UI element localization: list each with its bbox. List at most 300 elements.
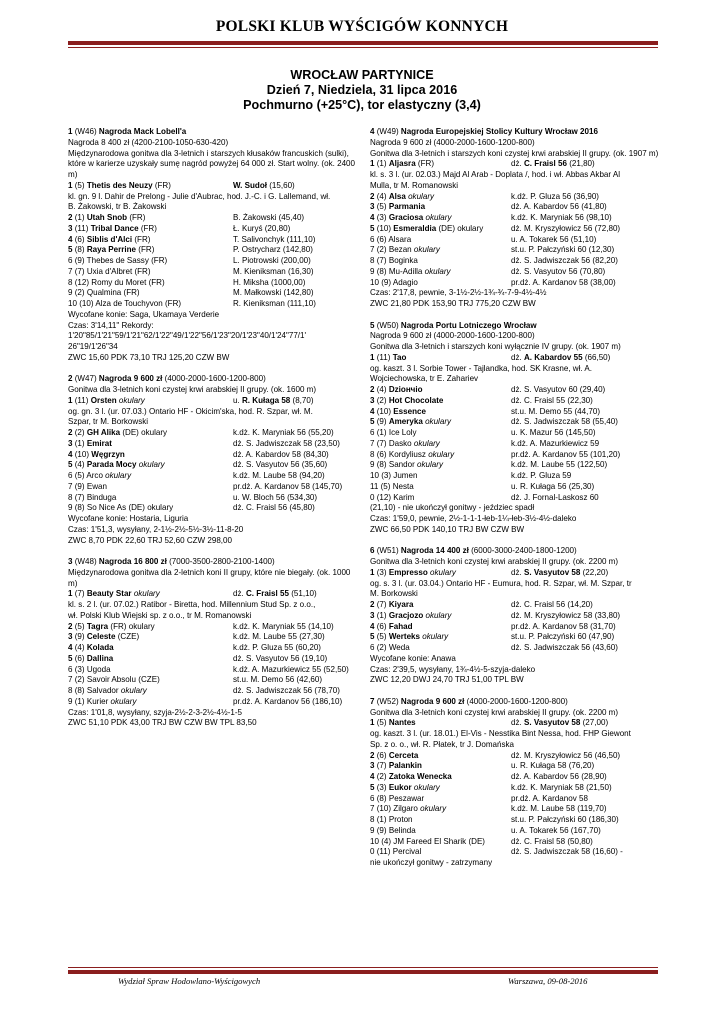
placing-row (370, 482, 660, 493)
placing-horse-cell (68, 643, 233, 654)
placing-position: 6 (68, 664, 73, 674)
winner-odds: (51,10) (291, 589, 317, 599)
placing-row (68, 267, 358, 278)
placing-position: 4 (68, 234, 73, 244)
placing-jockey: dż. A. Kabardov 58 (84,30) (233, 449, 329, 459)
placing-horse-cell (370, 632, 511, 643)
winner-horse-cell (370, 353, 511, 364)
winner-jockey-cell (511, 718, 660, 729)
race-block (370, 546, 660, 686)
race-prize-split: (4000-2000-1600-1200-800) (164, 374, 266, 384)
winner-extra: (FR) (154, 180, 171, 190)
placing-horse: Ice Loly (388, 428, 417, 437)
placing-row (370, 600, 660, 611)
placing-horse: Parmania (388, 202, 426, 212)
placing-position: 5 (68, 245, 73, 255)
winner-jockey: S. Vasyutov 58 (524, 718, 581, 728)
placing-jockey: dż. M. Kryszyłowicz 58 (33,80) (511, 610, 621, 620)
placing-draw: (3) (376, 213, 387, 222)
placing-jockey: k.dż. P. Gluza 56 (36,90) (511, 191, 599, 201)
winner-position: 1 (68, 180, 73, 190)
placing-draw: (3) (376, 782, 387, 792)
placing-horse-cell (370, 267, 511, 278)
race-result-note: 1'20"85/1'21"59/1'21"62/1'22"49/1'22"56/1'23"20/1'23"40/1'24"77/1' (68, 331, 307, 341)
placing-jockey: dż. S. Vasyutov 56 (19,10) (233, 653, 328, 663)
winner-jockey-title: dż. (511, 718, 522, 728)
placing-horse: Kolada (86, 643, 114, 652)
winner-odds: (21,80) (569, 159, 595, 169)
placing-row (68, 224, 358, 235)
placing-jockey: u. W. Bloch 56 (534,30) (233, 492, 318, 502)
race-conditions: Nagroda 9 600 zł (4000-2000-1600-1200-800) (370, 331, 535, 341)
placing-row (370, 837, 660, 848)
placing-draw: (2) (376, 395, 387, 405)
placing-horse-cell (370, 202, 511, 213)
placing-row (370, 256, 660, 267)
winner-breeding: og. gn. 3 l. (ur. 07.03.) Ontario HF - Okicim'ska, hod. R. Szpar, wł. M. (68, 406, 313, 416)
placing-draw: (7) (74, 492, 85, 502)
placing-jockey: pr.dż. A. Kardanov 58 (31,70) (511, 621, 616, 631)
race-code: (W47) (74, 374, 97, 384)
placing-draw: (9) (376, 417, 387, 427)
placing-horse-cell (68, 697, 233, 708)
placing-draw: (1) (376, 428, 387, 437)
placing-horse: Graciosa (388, 213, 424, 222)
placing-horse-cell (370, 804, 511, 815)
placing-extra: (FR) (134, 234, 151, 244)
placing-draw: (4) (74, 460, 85, 470)
placing-draw: (6) (74, 234, 85, 244)
placing-horse: Bezan (388, 245, 412, 255)
placing-horse-cell (68, 675, 233, 686)
placing-position: 8 (68, 686, 73, 695)
placing-draw: (10) (376, 223, 392, 233)
race-block (68, 374, 358, 546)
winner-breeding: Mulla, tr M. Romanowski (370, 180, 459, 190)
placing-horse-cell (370, 611, 511, 622)
placing-draw: (10) (74, 449, 90, 459)
race-code: (W51) (376, 546, 399, 556)
winner-draw: (5) (376, 718, 387, 728)
placing-horse: Emirat (86, 438, 112, 448)
placing-horse-cell (68, 245, 233, 256)
winner-draw: (5) (74, 180, 85, 190)
placing-row (68, 675, 358, 686)
placing-position: 4 (68, 449, 73, 459)
winner-jockey-cell (233, 589, 358, 600)
placing-horse: Essence (393, 406, 426, 416)
placing-horse-cell (370, 493, 511, 504)
race-result-note: ZWC 15,60 PDK 73,10 TRJ 125,20 CZW BW (68, 352, 230, 362)
placing-jockey: R. Kieniksman (111,10) (233, 299, 316, 308)
placing-jockey: M. Małkowski (142,80) (233, 288, 314, 298)
placing-draw: (2) (376, 772, 387, 781)
placing-position: 5 (370, 782, 375, 792)
winner-row (68, 181, 358, 192)
placing-draw: (1) (74, 438, 85, 448)
placing-horse-cell (370, 256, 511, 267)
placing-jockey: k.dż. A. Mazurkiewicz 59 (511, 438, 600, 448)
placing-horse-cell (370, 278, 511, 289)
placing-row (370, 751, 660, 762)
placing-row (370, 428, 660, 439)
placing-draw: (8) (376, 460, 387, 470)
placing-draw: (2) (74, 428, 85, 437)
placing-jockey: B. Żakowski (45,40) (233, 213, 305, 222)
placing-horse: Weda (388, 643, 410, 652)
race-conditions: Międzynarodowa gonitwa dla 3-letnich i starszych kłusaków francuskich (sulki), które w karierze uzyskały sumę nagród powyżej 64 000 zł. Start wolny. (ok. 2400 m) (68, 148, 355, 179)
placing-draw: (1) (376, 610, 387, 620)
placing-row (370, 815, 660, 826)
race-name: Nagroda 9 600 zł (400, 696, 465, 706)
left-column (68, 127, 358, 740)
placing-position: 7 (68, 675, 73, 685)
winner-jockey: S. Vasyutov 58 (524, 567, 581, 577)
placing-draw: (6) (376, 621, 387, 631)
placing-draw: (10) (376, 406, 392, 416)
race-result-note: Wycofane konie: Hostaria, Liguria (68, 514, 189, 523)
placing-draw: (6) (376, 449, 387, 459)
placing-jockey: u. R. Kułaga 58 (76,20) (511, 761, 595, 771)
placing-row (370, 245, 660, 256)
race-number: 7 (370, 696, 375, 706)
winner-breeding: Wojciechowska, tr E. Zahariev (370, 374, 479, 384)
winner-breeding: B. Żakowski, tr B. Żakowski (68, 202, 167, 212)
winner-horse-cell (68, 396, 233, 407)
placing-extra: okulary (424, 266, 451, 276)
placing-horse-cell (370, 385, 511, 396)
placing-position: 3 (370, 761, 375, 771)
placing-row (370, 385, 660, 396)
placing-draw: (9) (74, 481, 85, 491)
winner-row (370, 718, 660, 729)
placing-horse-cell (370, 235, 511, 246)
placing-horse: Siblis d'Alci (86, 234, 133, 244)
placing-horse: Zatoka Wenecka (388, 772, 452, 781)
placing-jockey: dż. S. Jadwiszczak 58 (55,40) (511, 417, 618, 427)
placing-draw: (9) (74, 632, 85, 642)
placing-horse: Parada Mocy (86, 460, 137, 470)
race-result-note: nie ukończył gonitwy - zatrzymany (370, 858, 493, 867)
placing-position: 10 (370, 471, 379, 480)
winner-draw: (11) (74, 395, 89, 405)
placing-draw: (7) (376, 256, 387, 265)
placing-position: 6 (370, 428, 375, 437)
placing-draw: (6) (376, 750, 387, 760)
winner-breeding: wł. Polski Klub Wiejski sp. z o.o., tr M. Romanowski (68, 610, 252, 620)
placing-position: 6 (370, 643, 375, 652)
placing-extra: (CZE) (117, 632, 140, 642)
placing-draw: (7) (74, 266, 85, 276)
placing-horse-cell (370, 837, 511, 848)
placing-row (370, 278, 660, 289)
race-conditions: Gonitwa dla 3-letnich i starszych koni wyłącznie IV grupy. (ok. 1907 m) (370, 342, 621, 351)
placing-position: 8 (370, 449, 375, 459)
race-code: (W46) (74, 127, 97, 136)
placing-horse-cell (68, 632, 233, 643)
placing-horse-cell (370, 772, 511, 783)
placing-jockey: k.dż. M. Laube 58 (94,20) (233, 471, 325, 480)
winner-breeding: og. kaszt. 3 l. (ur. 18.01.) El-Vis - Nesstika Bint Nessa, hod. FHP Giewont (370, 729, 631, 738)
placing-jockey: dż. S. Jadwiszczak 56 (82,20) (511, 256, 618, 265)
winner-extra: okulary (133, 589, 160, 599)
placing-horse: Qualmina (86, 288, 122, 298)
placing-extra: (FR) (129, 213, 146, 222)
placing-horse-cell (68, 267, 233, 278)
placing-row (370, 622, 660, 633)
placing-position: 6 (370, 234, 375, 244)
placing-horse: Dasko (388, 438, 412, 448)
winner-horse-cell (68, 589, 233, 600)
placing-horse: Ewan (86, 481, 107, 491)
placing-horse: Eukor (388, 782, 412, 792)
placing-jockey: dż. S. Jadwiszczak 58 (16,60) - (511, 847, 623, 857)
placing-row (370, 224, 660, 235)
placing-jockey: dż. S. Vasyutov 56 (70,80) (511, 266, 606, 276)
placing-row (370, 213, 660, 224)
race-title-line (68, 374, 358, 385)
placing-horse: Nesta (392, 481, 414, 491)
winner-horse: Nantes (388, 718, 416, 728)
placing-horse-cell (370, 439, 511, 450)
winner-odds: (8,70) (292, 395, 314, 405)
placing-horse: Tagra (86, 621, 109, 631)
placing-draw: (8) (74, 686, 85, 695)
race-result-note: Wycofane konie: Anawa (370, 653, 456, 663)
placing-position: 9 (68, 288, 73, 298)
placing-draw: (6) (74, 653, 85, 663)
placing-horse: Cerceta (388, 750, 419, 760)
placing-jockey: dż. S. Vasyutov 60 (29,40) (511, 385, 606, 394)
winner-row (370, 159, 660, 170)
placing-extra: okulary (422, 632, 449, 642)
race-title-line (370, 697, 660, 708)
winner-position: 1 (370, 567, 375, 577)
race-conditions: Międzynarodowa gonitwa dla 2-letnich koni II grupy, które nie biegały. (ok. 1000 m) (68, 567, 351, 588)
placing-row (68, 278, 358, 289)
placing-row (370, 450, 660, 461)
race-number: 4 (370, 127, 375, 136)
placing-position: 9 (370, 460, 375, 470)
placing-horse-cell (68, 288, 233, 299)
placing-extra: (FR) (148, 277, 165, 287)
placing-horse: Binduga (86, 492, 117, 502)
placing-row (370, 460, 660, 471)
placing-horse-cell (68, 460, 233, 471)
meeting-conditions: Pochmurno (+25°C), tor elastyczny (3,4) (243, 98, 481, 112)
placing-position: 2 (68, 213, 73, 222)
placing-draw: (5) (380, 481, 391, 491)
placing-position: 0 (370, 847, 375, 857)
placing-horse-cell (370, 417, 511, 428)
placing-row (370, 826, 660, 837)
race-conditions: Nagroda 8 400 zł (4200-2100-1050-630-420) (68, 137, 229, 147)
winner-odds: (22,20) (582, 567, 609, 577)
placing-horse-cell (68, 213, 233, 224)
placing-horse: Esmeraldia (393, 223, 437, 233)
placing-row (68, 482, 358, 493)
placing-jockey: dż. S. Jadwiszczak 56 (43,60) (511, 643, 618, 652)
race-name: Nagroda 16 800 zł (98, 557, 167, 566)
winner-breeding: Szpar, tr M. Borkowski (68, 417, 149, 427)
placing-horse-cell (370, 471, 511, 482)
race-conditions: Nagroda 9 600 zł (4000-2000-1600-1200-800) (370, 137, 535, 147)
placing-horse: Fahad (388, 621, 413, 631)
placing-jockey: pr.dż. A. Kardanov 58 (145,70) (233, 481, 343, 491)
placing-draw: (2) (376, 245, 387, 255)
placing-draw: (11) (376, 847, 391, 857)
placing-row (68, 686, 358, 697)
winner-position: 1 (370, 718, 375, 728)
placing-horse-cell (370, 794, 511, 805)
placing-jockey: dż. M. Kryszyłowicz 56 (72,80) (511, 223, 621, 233)
placing-horse-cell (68, 654, 233, 665)
winner-jockey-cell (233, 396, 358, 407)
placing-row (370, 611, 660, 622)
winner-breeding: kl. s. 3 l. (ur. 02.03.) Majd Al Arab - Doplata /, hod. i wł. Abbas Akbar Al (370, 170, 621, 179)
placing-horse-cell (68, 503, 233, 514)
placing-horse: Tribal Dance (90, 223, 139, 233)
race-block (68, 127, 358, 364)
placing-horse: Alza de Touchyvon (95, 299, 163, 308)
placing-draw: (8) (74, 503, 85, 513)
placing-draw: (3) (381, 471, 392, 480)
placing-draw: (4) (376, 385, 387, 394)
placing-extra: okulary (417, 460, 443, 470)
winner-row (370, 353, 660, 364)
placing-jockey: dż. C. Fraisl 58 (50,80) (511, 836, 593, 846)
placing-jockey: st.u. M. Demo 56 (42,60) (233, 675, 322, 685)
placing-jockey: pr.dż. A. Kardanov 55 (101,20) (511, 449, 621, 459)
placing-position: 2 (370, 600, 375, 609)
placing-jockey: M. Kieniksman (16,30) (233, 266, 314, 276)
winner-jockey-title: dż. (511, 159, 522, 169)
placing-horse: Salvador (86, 686, 119, 695)
placing-extra: (FR) (164, 299, 182, 308)
placing-draw: (2) (376, 643, 387, 652)
placing-position: 7 (370, 804, 375, 814)
placing-horse: Gracjozo (388, 610, 424, 620)
placing-horse-cell (370, 460, 511, 471)
race-result-note: Wycofane konie: Saga, Ukamaya Verderie (68, 309, 220, 319)
placing-jockey: Ł. Kuryś (20,80) (233, 223, 291, 233)
page-header-title: POLSKI KLUB WYŚCIGÓW KONNYCH (215, 18, 509, 35)
placing-row (370, 632, 660, 643)
placing-position: 11 (370, 481, 379, 491)
placing-horse: Percival (392, 847, 422, 857)
placing-extra: (DE) okulary (438, 223, 484, 233)
race-code: (W50) (376, 320, 399, 330)
placing-row (370, 804, 660, 815)
winner-jockey-cell (511, 159, 660, 170)
winner-horse: Aljasra (388, 159, 416, 169)
placing-jockey: st.u. P. Pałczyński 60 (47,90) (511, 632, 615, 642)
placing-row (370, 493, 660, 504)
placing-horse-cell (68, 299, 233, 310)
placing-horse-cell (370, 396, 511, 407)
winner-breeding: kl. gn. 9 l. Dahir de Prelong - Julie d'Aubrac, hod. J.-C. i G. Lallemand, wł. (68, 191, 331, 201)
winner-extra: (FR) (417, 159, 435, 169)
placing-jockey: dż. S. Jadwiszczak 58 (23,50) (233, 438, 340, 448)
placing-horse-cell (68, 686, 233, 697)
placing-horse-cell (370, 450, 511, 461)
placing-extra: okulary (408, 191, 435, 201)
placing-extra: okulary (138, 460, 165, 470)
placing-jockey: st.u. M. Demo 55 (44,70) (511, 406, 600, 416)
placing-row (68, 493, 358, 504)
placing-draw: (9) (74, 256, 85, 265)
winner-draw: (1) (376, 159, 387, 169)
meeting-venue: WROCŁAW PARTYNICE (290, 68, 434, 82)
placing-extra: okulary (120, 686, 147, 695)
right-column (370, 127, 660, 880)
placing-horse: Palankin (388, 761, 422, 771)
placing-row (370, 439, 660, 450)
placing-horse-cell (370, 600, 511, 611)
placing-horse-cell (370, 783, 511, 794)
placing-position: 2 (370, 385, 375, 394)
placing-row (370, 761, 660, 772)
placing-extra: okulary (428, 449, 455, 459)
winner-jockey-title: dż. (511, 567, 522, 577)
placing-horse: Kiyara (388, 600, 414, 609)
placing-row (370, 396, 660, 407)
placing-draw: (7) (376, 600, 387, 609)
placing-row (68, 256, 358, 267)
winner-jockey-title: dż. (511, 352, 522, 362)
placing-horse: Uxia d'Albret (86, 266, 133, 276)
race-result-note: ZWC 12,20 DWJ 24,70 TRJ 51,00 TPL BW (370, 675, 524, 685)
placing-extra: (FR) (123, 288, 140, 298)
winner-jockey: C. Fraisl 56 (524, 159, 567, 169)
placing-draw: (1) (376, 815, 387, 824)
placing-jockey: H. Miksha (1000,00) (233, 277, 306, 287)
placing-row (370, 794, 660, 805)
race-conditions: Gonitwa dla 3-letnich koni czystej krwi arabskiej II grupy. (ok. 2200 m) (370, 707, 619, 717)
placing-row (68, 460, 358, 471)
placing-row (370, 267, 660, 278)
winner-jockey: R. Kułaga 58 (241, 395, 291, 405)
placing-draw: (2) (74, 288, 85, 298)
placing-horse: Belinda (388, 825, 416, 835)
winner-draw: (11) (376, 352, 391, 362)
placing-jockey: dż. A. Kabardov 56 (41,80) (511, 202, 607, 212)
placing-position: 6 (68, 471, 73, 480)
winner-row (68, 396, 358, 407)
placing-draw: (10) (79, 299, 94, 308)
placing-horse: Adagio (392, 277, 418, 287)
placing-draw: (9) (381, 277, 392, 287)
placing-horse-cell (370, 407, 511, 418)
race-code: (W52) (376, 696, 399, 706)
placing-horse: Utah Snob (86, 213, 128, 222)
placing-position: 4 (68, 643, 73, 652)
placing-draw: (9) (376, 825, 387, 835)
placing-position: 2 (68, 428, 73, 437)
placing-draw: (11) (74, 223, 89, 233)
race-title-line (68, 127, 358, 138)
placing-position: 5 (370, 417, 375, 427)
placing-position: 3 (68, 223, 73, 233)
placing-row (370, 417, 660, 428)
placing-horse: Karim (393, 492, 415, 502)
placing-position: 5 (68, 460, 73, 470)
winner-position: 1 (68, 589, 73, 599)
placing-horse: Zilgaro (393, 804, 418, 814)
placing-extra: okulary (425, 610, 452, 620)
placing-draw: (4) (74, 643, 85, 652)
placing-horse: So Nice As (86, 503, 127, 513)
